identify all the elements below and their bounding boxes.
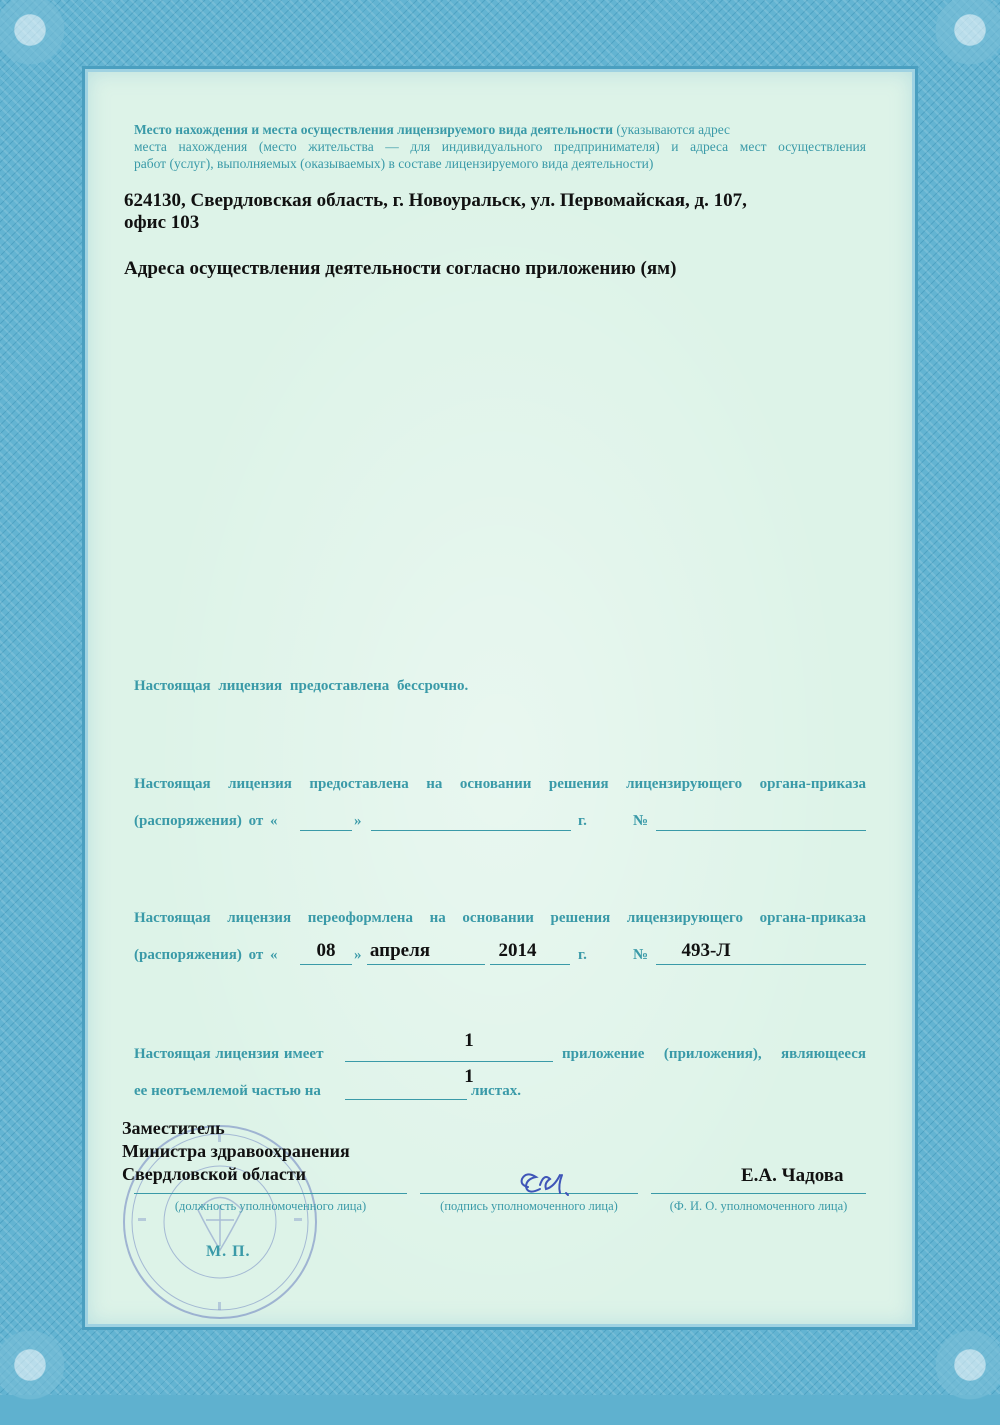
- signatory-position: [122, 1117, 350, 1186]
- reissued-basis: Настоящая лицензия переоформлена на основании решения лицензирующего органа-приказа: [134, 910, 866, 926]
- location-header: [134, 121, 866, 138]
- location-title: Место нахождения и места осуществления лицензируемого вида деятельности: [134, 122, 613, 137]
- granted-number-sign: №: [633, 813, 649, 829]
- activity-addresses: Адреса осуществления деятельности согласно приложению (ям): [124, 258, 677, 279]
- reissued-year-field: [490, 964, 570, 965]
- appendix-suffix: приложение (приложения), являющееся: [562, 1046, 866, 1062]
- granted-prefix: (распоряжения) от «: [134, 813, 278, 829]
- reissued-prefix: (распоряжения) от «: [134, 947, 278, 963]
- reissued-year: 2014: [498, 940, 537, 961]
- granted-quote: »: [354, 813, 362, 829]
- signatory-position-line: Свердловской области: [122, 1164, 307, 1184]
- reissued-day: 08: [316, 940, 336, 961]
- name-field: [651, 1193, 866, 1194]
- caption-signature: (подпись уполномоченного лица): [440, 1199, 618, 1213]
- reissued-day-field: [300, 964, 352, 965]
- granted-basis: Настоящая лицензия предоставлена на основании решения лицензирующего органа-приказа: [134, 776, 866, 792]
- caption-position: (должность уполномоченного лица): [174, 1199, 367, 1213]
- granted-day-field: [300, 830, 352, 831]
- granted-month-year-field: [371, 830, 571, 831]
- appendix-sheets-field: [345, 1099, 467, 1100]
- reissued-number: 493-Л: [681, 940, 731, 961]
- reissued-month-field: [367, 964, 485, 965]
- reissued-month: апреля: [369, 940, 431, 961]
- reissued-number-field: [656, 964, 866, 965]
- granted-number-field: [656, 830, 866, 831]
- position-field: [134, 1193, 407, 1194]
- handwritten-signature: [510, 1165, 580, 1201]
- granted-year-suffix: г.: [578, 813, 587, 829]
- address-line: 624130, Свердловская область, г. Новоуральск, ул. Первомайская, д. 107,: [124, 190, 747, 211]
- appendix-prefix: Настоящая лицензия имеет: [134, 1046, 324, 1062]
- signatory-position-line: Министра здравоохранения: [122, 1141, 350, 1161]
- reissued-year-suffix: г.: [578, 947, 587, 963]
- address-line: офис 103: [124, 212, 200, 233]
- appendix-line2-prefix: ее неотъемлемой частью на: [134, 1083, 321, 1099]
- signatory-name: Е.А. Чадова: [741, 1165, 844, 1186]
- appendix-sheets: 1: [464, 1066, 474, 1087]
- location-note-line: места нахождения (место жительства — для индивидуального предпринимателя) и адреса мест осуществления: [134, 139, 866, 154]
- seal-place-label: М. П.: [206, 1243, 251, 1260]
- reissued-quote: »: [354, 947, 362, 963]
- location-note: (указываются адрес: [616, 122, 731, 137]
- location-note-line: работ (услуг), выполняемых (оказываемых) в составе лицензируемого вида деятельности): [134, 156, 654, 171]
- caption-name: (Ф. И. О. уполномоченного лица): [669, 1199, 848, 1213]
- reissued-number-sign: №: [633, 947, 649, 963]
- license-term: Настоящая лицензия предоставлена бессрочно.: [134, 678, 469, 694]
- signatory-position-line: Заместитель: [122, 1118, 225, 1138]
- appendix-count: 1: [464, 1030, 474, 1051]
- appendix-line2-suffix: листах.: [471, 1083, 522, 1099]
- appendix-count-field: [345, 1061, 553, 1062]
